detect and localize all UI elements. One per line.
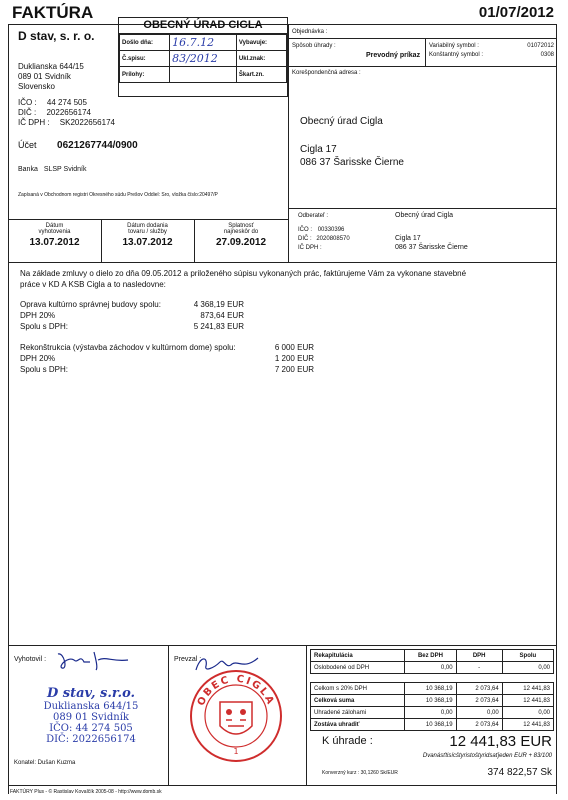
payment-method: Prevodný príkaz (366, 52, 421, 59)
stamp-attach-label: Prílohy: (120, 67, 170, 83)
ks-label: Konštantný symbol : (429, 52, 484, 58)
buyer-city: 086 37 Šarisske Čierne (395, 244, 468, 251)
company-stamp: D stav, s.r.o. Duklianska 644/15 089 01 Svidník IČO: 44 274 505 DIČ: 2022656174 (43, 686, 139, 745)
supplier-country: Slovensko (18, 82, 55, 91)
frame-left (8, 24, 9, 794)
conversion-rate: Konverzný kurz : 30,1260 Sk/EUR (322, 770, 398, 776)
block1-total: Spolu s DPH: (20, 322, 69, 331)
stamp-file-label: Č.spisu: (120, 51, 170, 67)
buyer-dic: DIČ : 2020808570 (298, 236, 350, 242)
block2-total-value: 7 200 EUR (274, 365, 314, 374)
ks-value: 0308 (540, 52, 554, 58)
table-row: Uhradené zálohami 0,00 0,00 0,00 (311, 707, 554, 719)
vs-label: Variabilný symbol : (429, 43, 479, 49)
issuer-signature (54, 648, 134, 674)
block2-title-value: 6 000 EUR (274, 343, 314, 352)
block2-title: Rekonštrukcia (výstavba záchodov v kultúrnom dome) spolu: (20, 343, 236, 352)
intro-line-2: práce v KD A KSB Cigla a to nasledovne: (20, 280, 166, 289)
stamp-shred-label: Škart.zn. (236, 67, 286, 83)
table-row: Celková suma 10 368,19 2 073,64 12 441,83 (311, 695, 554, 707)
stamp-received-label: Došlo dňa: (120, 35, 170, 51)
corr-street: Cigla 17 (300, 144, 337, 155)
contact-person: Konatel: Dušan Kuzma (14, 760, 76, 766)
stamp-received-value: 16.7.12 (170, 35, 237, 51)
block1-title-value: 4 368,19 EUR (193, 300, 244, 309)
date-delivery: Dátum dodania tovaru / služby 13.07.2012 (122, 223, 173, 248)
supplier-city: 089 01 Svidník (18, 72, 71, 81)
supplier-account: Účet 0621267744/0900 (18, 140, 138, 151)
frame-bottom (8, 785, 556, 786)
block2-total: Spolu s DPH: (20, 365, 69, 374)
block1-total-value: 5 241,83 EUR (193, 322, 244, 331)
incoming-stamp-title: OBECNÝ ÚRAD CIGLA (119, 18, 287, 34)
supplier-street: Duklianska 644/15 (18, 62, 84, 71)
block1-dph: DPH 20% (20, 311, 56, 320)
document-title: FAKTÚRA (12, 3, 94, 22)
vs-value: 01072012 (527, 43, 554, 49)
buyer-icdph: IČ DPH : (298, 245, 322, 251)
stamp-file-value: 83/2012 (170, 51, 237, 67)
recap-table (310, 649, 554, 731)
supplier-register: Zapísaná v Obchodnom registri Okresného súdu Prešov Oddiel: Sro, vložka číslo:20497/P (18, 192, 218, 198)
supplier-bank: Banka SLSP Svidník (18, 166, 87, 173)
footer-credit: FAKTÚRY Plus - © Rastislav Kovalčík 2005-08 - http://www.domb.sk (10, 789, 162, 795)
supplier-dic: DIČ : 2022656174 (18, 108, 91, 117)
block2-dph: DPH 20% (20, 354, 56, 363)
recap-header-row: Rekapitulácia Bez DPH DPH Spolu (311, 650, 554, 662)
buyer-ico: IČO : 00330396 (298, 227, 345, 233)
supplier-name: D stav, s. r. o. (18, 29, 95, 43)
stamp-sign-label: Ukl.znak: (236, 51, 286, 67)
amount-due-label: K úhrade : (322, 735, 373, 747)
document-date: 01/07/2012 (478, 4, 554, 21)
block2-dph-value: 1 200 EUR (274, 354, 314, 363)
buyer-label: Odberateľ : (298, 213, 329, 219)
municipal-round-stamp (188, 668, 284, 764)
correspondence-label: Korešpondenčná adresa : (292, 70, 361, 76)
date-due: Splatnosť najneskôr do 27.09.2012 (215, 223, 267, 248)
svg-text:1: 1 (233, 747, 239, 756)
block1-title: Oprava kultúrno správnej budovy spolu: (20, 300, 161, 309)
incoming-stamp (118, 17, 288, 97)
received-by-label: Prevzal : (174, 656, 202, 663)
buyer-street: Cigla 17 (395, 235, 421, 242)
table-row: Zostáva uhradiť 10 368,19 2 073,64 12 441,83 (311, 719, 554, 731)
mid-vertical-rule (288, 24, 289, 262)
date-issued: Dátum vyhotovenia 13.07.2012 (29, 223, 80, 248)
corr-name: Obecný úrad Cigla (300, 116, 383, 127)
payment-method-label: Spôsob úhrady : (292, 43, 336, 49)
amount-due-value: 12 441,83 EUR (449, 733, 552, 750)
frame-right (556, 24, 557, 794)
block1-dph-value: 873,64 EUR (200, 311, 244, 320)
table-row: Celkom s 20% DPH 10 368,19 2 073,64 12 441,83 (311, 683, 554, 695)
issued-by-label: Vyhotovil : (14, 656, 47, 663)
order-label: Objednávka : (292, 29, 328, 35)
svg-text:OBEC CIGLA: OBEC CIGLA (195, 673, 277, 708)
supplier-icdph: IČ DPH : SK2022656174 (18, 118, 115, 127)
table-row: Oslobodené od DPH 0,00 - 0,00 (311, 662, 554, 674)
buyer-name: Obecný úrad Cigla (395, 212, 453, 219)
intro-line-1: Na základe zmluvy o dielo zo dňa 09.05.2012 a priloženého súpisu vykonaných prác, faktúrujeme Vám za vykonane stavebné (20, 269, 467, 278)
corr-city: 086 37 Šarisske Čierne (300, 157, 404, 168)
stamp-handler-label: Vybavuje: (236, 35, 286, 51)
amount-in-words: Dvanásťtisícštyristoštyridsaťjeden EUR + 83/100 (422, 753, 552, 759)
supplier-ico: IČO : 44 274 505 (18, 98, 87, 107)
converted-amount: 374 822,57 Sk (487, 767, 552, 778)
